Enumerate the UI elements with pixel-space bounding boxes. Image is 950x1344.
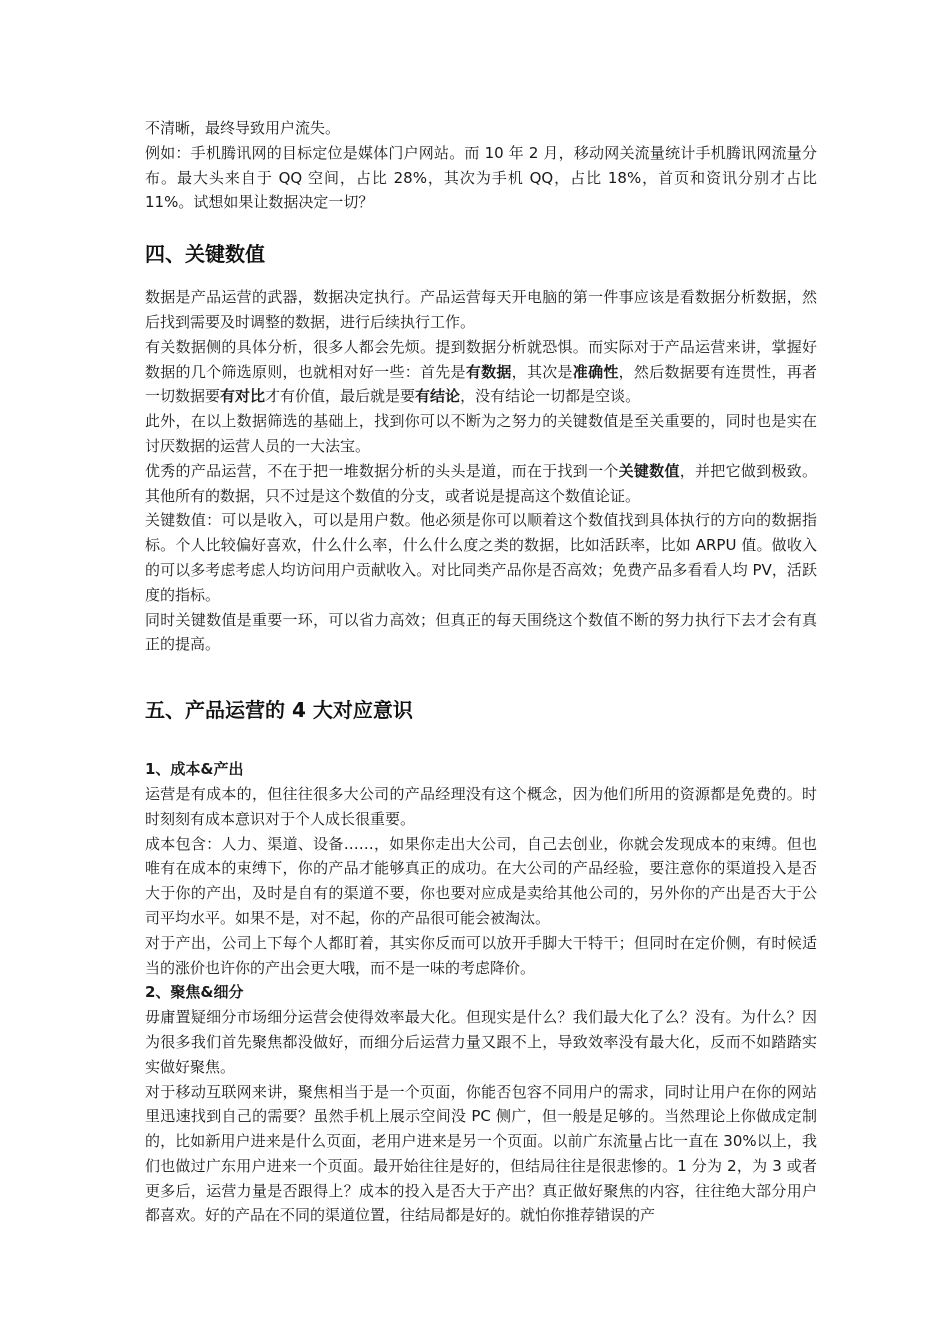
text-run: 有关数据侧的具体分析，很多人都会先烦。提到数据分析就恐惧。而实际对于产品运营来讲，掌握好数据的几个筛选原则，也就相对好一些：首先是: [145, 337, 817, 381]
section-5-heading: 五、产品运营的 4 大对应意识: [145, 698, 413, 723]
section-4-paragraph-6: 同时关键数值是重要一环，可以省力高效；但真正的每天围绕这个数值不断的努力执行下去才会有真正的提高。: [145, 610, 817, 654]
text-run: ，没有结论一切都是空谈。: [460, 387, 641, 406]
text-run: 优秀的产品运营，不在于把一堆数据分析的头头是道，而在于找到一个: [145, 461, 619, 480]
bold-term-conclusion: 有结论: [415, 387, 461, 406]
text-run: ，然后数据要有连贯性，再者一切数据要: [145, 362, 817, 406]
section-4-paragraph-2: [145, 335, 817, 409]
text-run: ，并把它做到极致。其他所有的数据，只不过是这个数值的分支，或者说是提高这个数值论证。: [145, 461, 817, 505]
section-4-heading: 四、关键数值: [145, 242, 265, 267]
bold-term-accuracy: 准确性: [572, 362, 619, 381]
text-run: ，其次是: [511, 362, 573, 381]
subsection-1-paragraph-2: 成本包含：人力、渠道、设备……，如果你走出大公司，自己去创业，你就会发现成本的束缚。但也唯有在成本的束缚下，你的产品才能够真正的成功。在大公司的产品经验，要注意你的渠道投入是否大于你的产出，及时是自有的渠道不要，你也要对应成是卖给其他公司的，另外你的产出是否大于公司平均水平。如果不是，对不起，你的产品很可能会被淘汰。: [145, 834, 817, 927]
document-page: [145, 116, 817, 1228]
subsection-2-paragraph-2: 对于移动互联网来讲，聚焦相当于是一个页面，你能否包容不同用户的需求，同时让用户在你的网站里迅速找到自己的需要？虽然手机上展示空间没 PC 侧广，但一般是足够的。当然理论上你做成定制的，比如新用户进来是什么页面，老用户进来是另一个页面。以前广东流量占比一直在 30%以上，我们也做过广东用户进来一个页面。最开始往往是好的，但结局往往是很悲惨的。1 分为 2，为 3 或者更多后，运营力量是否跟得上？成本的投入是否大于产出？真正做好聚焦的内容，往往绝大部分用户都喜欢。好的产品在不同的渠道位置，往结局都是好的。就怕你推荐错误的产: [145, 1082, 817, 1225]
bold-term-has-data: 有数据: [465, 362, 512, 381]
section-4-paragraph-1: 数据是产品运营的武器，数据决定执行。产品运营每天开电脑的第一件事应该是看数据分析数据，然后找到需要及时调整的数据，进行后续执行工作。: [145, 288, 817, 331]
subsection-1-paragraph-1: 运营是有成本的，但往往很多大公司的产品经理没有这个概念，因为他们所用的资源都是免费的。时时刻刻有成本意识对于个人成长很重要。: [145, 784, 817, 828]
subsection-2-heading: 2、聚焦&细分: [145, 983, 244, 1002]
intro-paragraph-1: 不清晰，最终导致用户流失。: [145, 119, 341, 137]
subsection-1-heading: 1、成本&产出: [145, 760, 244, 779]
bold-term-key-value: 关键数值: [618, 461, 680, 480]
bold-term-comparison: 有对比: [220, 387, 266, 406]
text-run: 才有价值，最后就是要: [265, 387, 416, 406]
section-4-paragraph-3: 此外，在以上数据筛选的基础上，找到你可以不断为之努力的关键数值是至关重要的，同时也是实在讨厌数据的运营人员的一大法宝。: [145, 412, 817, 455]
intro-paragraph-2: 例如：手机腾讯网的目标定位是媒体门户网站。而 10 年 2 月，移动网关流量统计手机腾讯网流量分布。最大头来自于 QQ 空间，占比 28%，其次为手机 QQ，占比 18%，首页和资讯分别才占比 11%。试想如果让数据决定一切？: [145, 143, 817, 212]
section-4-paragraph-5: 关键数值：可以是收入，可以是用户数。他必须是你可以顺着这个数值找到具体执行的方向的数据指标。个人比较偏好喜欢，什么什么率，什么什么度之类的数据，比如活跃率，比如 ARPU 值。做收入的可以多考虑考虑人均访问用户贡献收入。对比同类产品你是否高效；免费产品多看看人均 PV，活跃度的指标。: [145, 511, 817, 604]
subsection-2-paragraph-1: 毋庸置疑细分市场细分运营会使得效率最大化。但现实是什么？我们最大化了么？没有。为什么？因为很多我们首先聚焦都没做好，而细分后运营力量又跟不上，导致效率没有最大化，反而不如踏踏实实做好聚焦。: [145, 1008, 817, 1076]
section-4-paragraph-4: [145, 459, 817, 509]
subsection-1-paragraph-3: 对于产出，公司上下每个人都盯着，其实你反而可以放开手脚大干特干；但同时在定价侧，有时候适当的涨价也许你的产出会更大哦，而不是一味的考虑降价。: [145, 933, 817, 977]
